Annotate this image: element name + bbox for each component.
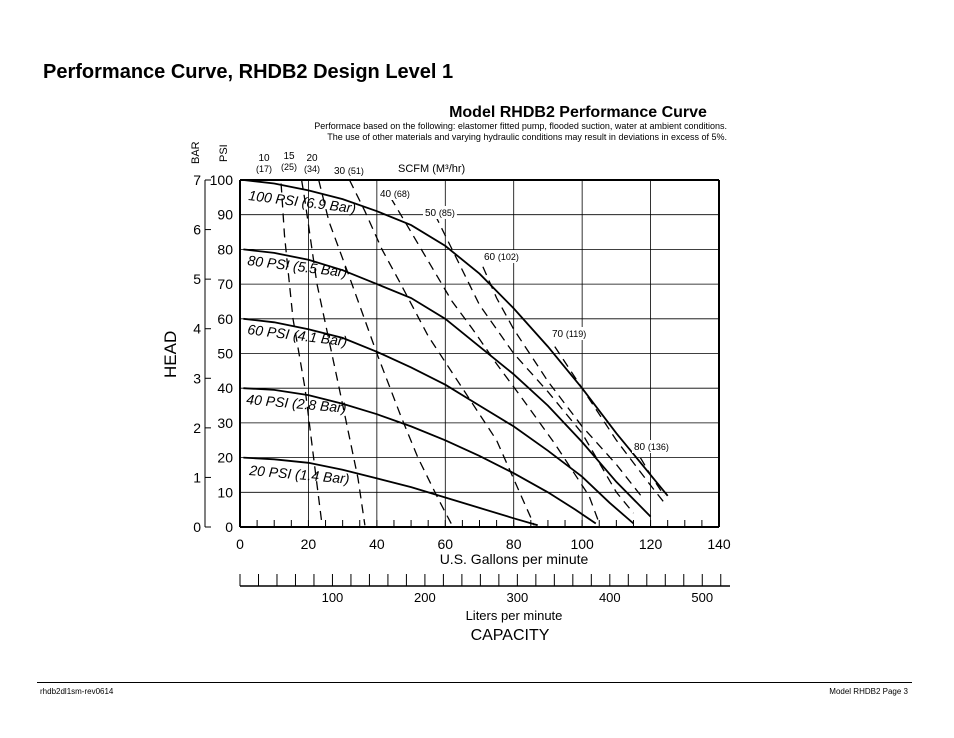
air-curve-label-sub: (119) bbox=[565, 329, 587, 339]
footer-document-code: rhdb2dl1sm-rev0614 bbox=[40, 687, 114, 696]
y-bar-tick-label: 0 bbox=[193, 519, 201, 535]
y-psi-tick-label: 40 bbox=[217, 380, 233, 397]
air-consumption-legend: SCFM (M³/hr) bbox=[398, 163, 466, 175]
y-bar-tick-label: 5 bbox=[193, 271, 201, 288]
pressure-curve-label: 20 PSI (1.4 Bar) bbox=[248, 462, 351, 487]
air-curve-label: 30 (51) bbox=[334, 166, 364, 177]
air-curve-label: 40 (68) bbox=[380, 189, 410, 200]
x-tick-label: 80 bbox=[505, 536, 522, 552]
y-psi-tick-label: 20 bbox=[217, 449, 233, 466]
y-axis-head-label: HEAD bbox=[161, 330, 180, 378]
lpm-tick-label: 500 bbox=[691, 590, 714, 605]
air-curve-label-sub: (17) bbox=[255, 164, 273, 174]
lpm-tick-label: 200 bbox=[414, 590, 436, 605]
x-axis-label-gpm: U.S. Gallons per minute bbox=[439, 551, 589, 567]
air-curve-label: 50 (85) bbox=[425, 208, 455, 219]
air-curve-label-sub: (85) bbox=[438, 208, 455, 218]
y-psi-tick-label: 60 bbox=[217, 310, 233, 327]
x-tick-label: 60 bbox=[437, 536, 454, 552]
y-psi-tick-label: 10 bbox=[217, 484, 233, 501]
air-curve-label: 10 bbox=[258, 153, 270, 164]
lpm-tick-label: 100 bbox=[321, 590, 344, 605]
x-axis-label-lpm: Liters per minute bbox=[465, 608, 563, 623]
y-bar-tick-label: 7 bbox=[193, 172, 201, 188]
y-bar-tick-label: 6 bbox=[193, 221, 201, 238]
x-tick-label: 40 bbox=[369, 536, 385, 552]
air-curve-label: 70 (119) bbox=[552, 329, 587, 340]
page-title: Performance Curve, RHDB2 Design Level 1 bbox=[43, 61, 454, 83]
x-tick-label: 120 bbox=[638, 536, 663, 552]
y-psi-tick-label: 80 bbox=[217, 241, 233, 258]
footer-page-label: Model RHDB2 Page 3 bbox=[829, 687, 908, 696]
y-psi-axis-label: PSI bbox=[218, 144, 230, 162]
pressure-curve-label: 100 PSI (6.9 Bar) bbox=[247, 187, 357, 217]
y-bar-tick-label: 3 bbox=[193, 370, 201, 387]
x-tick-label: 20 bbox=[300, 536, 317, 552]
air-curve-label-sub: (136) bbox=[647, 442, 669, 452]
pressure-curve-label: 60 PSI (4.1 Bar) bbox=[246, 321, 349, 350]
chart-subtitle-line-1: Performace based on the following: elastomer fitted pump, flooded suction, water at ambient conditions. bbox=[314, 121, 727, 131]
air-curve-label: 20 bbox=[306, 153, 318, 164]
footer-divider bbox=[37, 682, 912, 683]
chart-title: Model RHDB2 Performance Curve bbox=[449, 104, 707, 121]
pressure-curve-label: 80 PSI (5.5 Bar) bbox=[246, 252, 349, 281]
y-psi-tick-label: 0 bbox=[225, 519, 233, 535]
capacity-label: CAPACITY bbox=[470, 627, 550, 644]
air-curve-scfm-40 bbox=[391, 197, 600, 523]
air-curve-label: 15 bbox=[283, 151, 295, 162]
air-curve-label-sub: (68) bbox=[393, 189, 410, 199]
lpm-tick-label: 400 bbox=[598, 590, 621, 605]
y-bar-tick-label: 1 bbox=[193, 469, 201, 486]
y-psi-tick-label: 50 bbox=[217, 345, 233, 362]
air-curve-label: 80 (136) bbox=[634, 442, 669, 453]
y-psi-tick-label: 70 bbox=[217, 276, 233, 293]
lpm-tick-label: 300 bbox=[506, 590, 529, 605]
air-curve-label-sub: (34) bbox=[303, 164, 321, 174]
y-psi-tick-label: 100 bbox=[209, 172, 233, 188]
x-tick-label: 100 bbox=[570, 536, 594, 552]
y-psi-tick-label: 90 bbox=[217, 206, 233, 223]
pressure-curve-2 bbox=[243, 319, 633, 524]
y-psi-tick-label: 30 bbox=[217, 414, 233, 431]
chart-subtitle-line-2: The use of other materials and varying hydraulic conditions may result in deviations in excess of 5%. bbox=[327, 132, 727, 142]
y-bar-axis-label: BAR bbox=[190, 141, 202, 164]
air-curve-label-sub: (25) bbox=[280, 162, 298, 172]
pressure-curve-label: 40 PSI (2.8 Bar) bbox=[245, 391, 348, 416]
air-curve-label-sub: (51) bbox=[347, 166, 364, 176]
y-bar-tick-label: 4 bbox=[193, 320, 201, 337]
x-tick-label: 0 bbox=[236, 536, 244, 552]
y-bar-tick-label: 2 bbox=[193, 419, 201, 436]
air-curve-label-sub: (102) bbox=[497, 252, 519, 262]
air-curve-label: 60 (102) bbox=[484, 252, 519, 263]
x-tick-label: 140 bbox=[707, 536, 731, 552]
